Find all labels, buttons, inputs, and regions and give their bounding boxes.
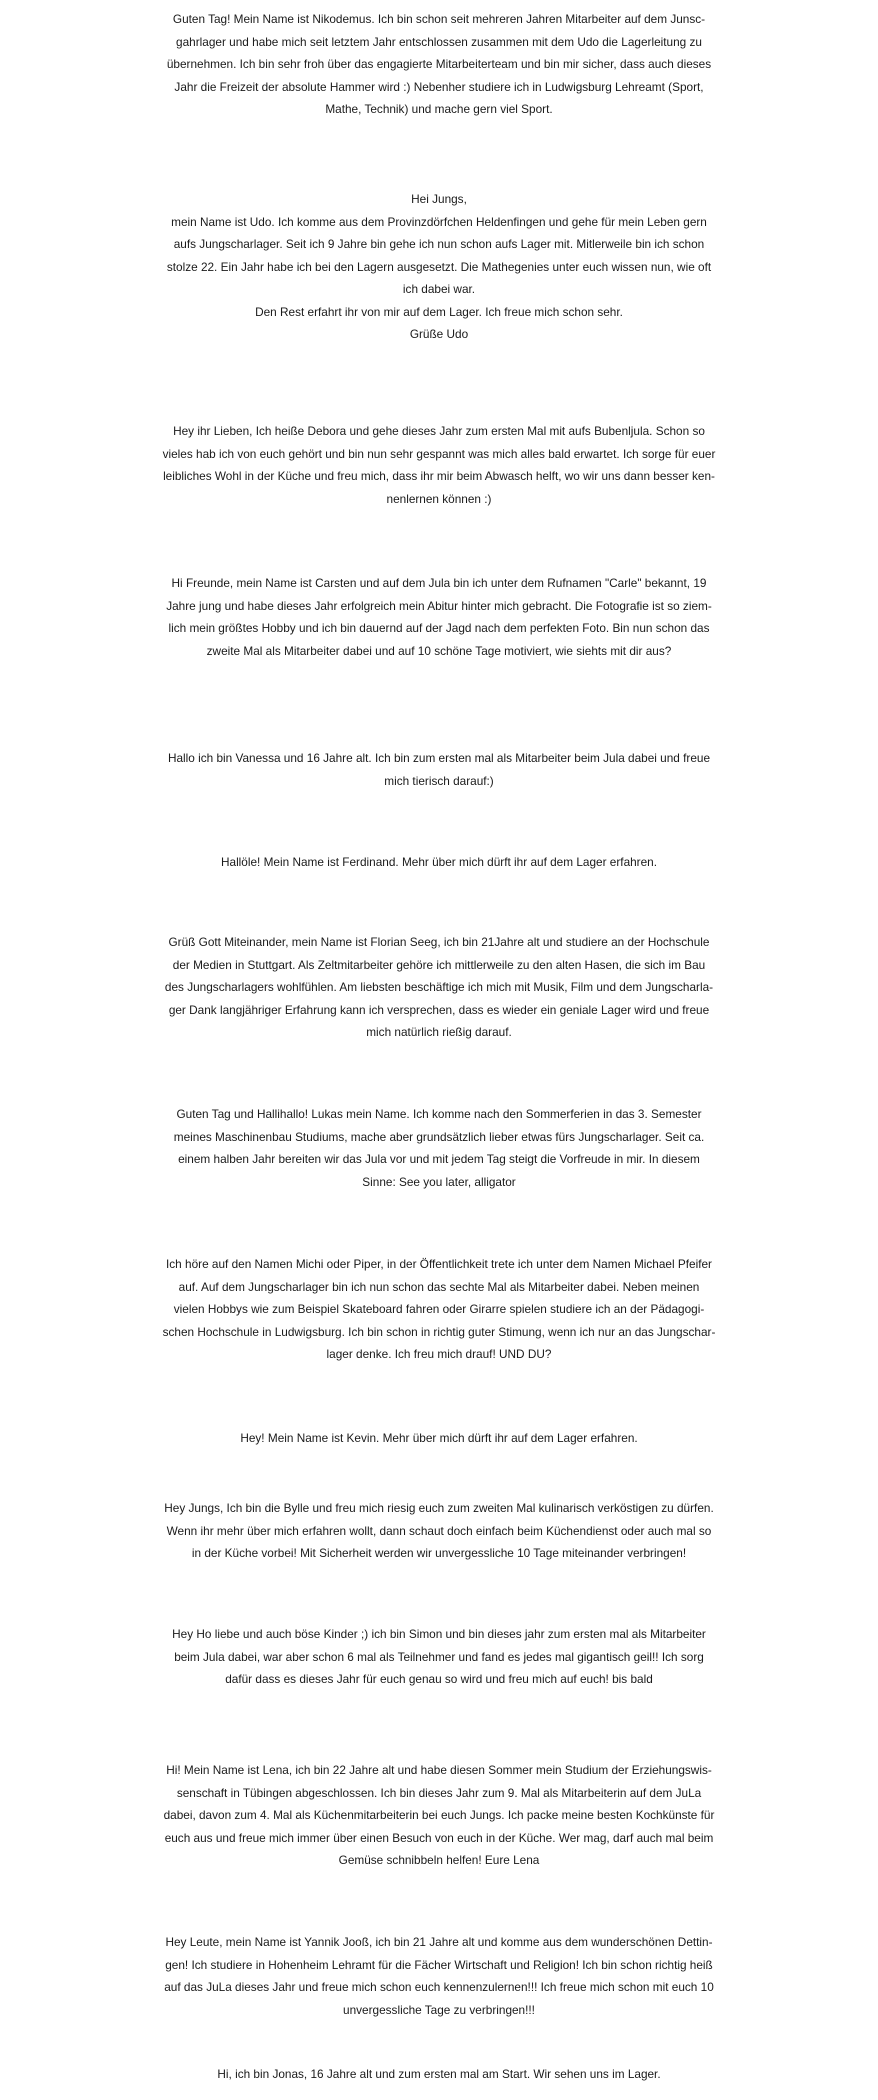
bio-line: vieles hab ich von euch gehört und bin nun sehr gespannt was mich alles bald erwartet. Ich sorge für euer [162, 446, 716, 461]
bio-line: nenlernen können :) [386, 491, 492, 506]
bio-jonas [0, 2063, 878, 2086]
bio-line: Hei Jungs, [411, 192, 467, 206]
bio-line: Hey! Mein Name ist Kevin. Mehr über mich dürft ihr auf dem Lager erfahren. [240, 1431, 638, 1445]
bio-line: Gemüse schnibbeln helfen! Eure Lena [338, 1853, 540, 1867]
bio-line: ich dabei war. [402, 282, 476, 296]
bio-line: Den Rest erfahrt ihr von mir auf dem Lager. Ich freue mich schon sehr. [255, 304, 623, 319]
bio-vanessa [0, 747, 878, 792]
bio-line: Jahre jung und habe dieses Jahr erfolgreich mein Abitur hinter mich gebracht. Die Fotografie ist so ziem- [166, 598, 712, 613]
bio-yannik [0, 1931, 878, 2021]
bio-line: Guten Tag! Mein Name ist Nikodemus. Ich bin schon seit mehreren Jahren Mitarbeiter auf dem Junsc- [172, 12, 706, 26]
bio-ferdinand [0, 851, 878, 874]
bio-line: Hi! Mein Name ist Lena, ich bin 22 Jahre alt und habe diesen Sommer mein Studium der Erziehungswis- [166, 1763, 712, 1777]
bio-line: Grüß Gott Miteinander, mein Name ist Florian Seeg, ich bin 21Jahre alt und studiere an der Hochschule [168, 935, 710, 949]
bio-line: aufs Jungscharlager. Seit ich 9 Jahre bin gehe ich nun schon aufs Lager mit. Mitlerweile bin ich schon [173, 237, 705, 251]
bio-line: auf das JuLa dieses Jahr und freue mich schon euch kennenzulernen!!! Ich freue mich schon mit euch 10 [164, 1980, 714, 1994]
bio-line: Hey Ho liebe und auch böse Kinder ;) ich bin Simon und bin dieses jahr zum ersten mal als Mitarbeiter [172, 1627, 706, 1641]
bio-line: gahrlager und habe mich seit letztem Jahr entschlossen zusammen mit dem Udo die Lagerleitung zu [176, 34, 702, 49]
bio-line: Hey ihr Lieben, Ich heiße Debora und gehe dieses Jahr zum ersten Mal mit aufs Bubenljula. Schon so [173, 424, 705, 438]
bio-line: auf. Auf dem Jungscharlager bin ich nun schon das sechte Mal als Mitarbeiter dabei. Neben meinen [178, 1279, 700, 1294]
bio-line: zweite Mal als Mitarbeiter dabei und auf 10 schöne Tage motiviert, wie siehts mit dir aus? [206, 643, 672, 658]
bio-line: mich tierisch darauf:) [384, 773, 494, 788]
bio-line: ger Dank langjähriger Erfahrung kann ich versprechen, dass es wieder ein geniale Lager wird und freue [168, 1002, 710, 1017]
bio-line: Hallo ich bin Vanessa und 16 Jahre alt. Ich bin zum ersten mal als Mitarbeiter beim Jula dabei und freue [167, 751, 711, 765]
bio-udo [0, 188, 878, 346]
bio-line: beim Jula dabei, war aber schon 6 mal als Teilnehmer und fand es jedes mal gigantisch geil!! Ich sorg [174, 1649, 704, 1664]
bio-line: Hi, ich bin Jonas, 16 Jahre alt und zum ersten mal am Start. Wir sehen uns im Lager. [217, 2067, 661, 2081]
bio-line: dafür dass es dieses Jahr für euch genau so wird und freu mich auf euch! bis bald [225, 1672, 653, 1686]
bio-line: Hallöle! Mein Name ist Ferdinand. Mehr über mich dürft ihr auf dem Lager erfahren. [220, 855, 658, 869]
bio-michi [0, 1253, 878, 1366]
bio-line: übernehmen. Ich bin sehr froh über das engagierte Mitarbeiterteam und bin mir sicher, dass auch dieses [166, 57, 712, 71]
bio-lukas [0, 1103, 878, 1193]
bio-carsten [0, 572, 878, 662]
bio-debora [0, 420, 878, 510]
bio-line: schen Hochschule in Ludwigsburg. Ich bin schon in richtig guter Stimung, wenn ich nur an das Jungschar- [162, 1324, 716, 1339]
bio-line: meines Maschinenbau Studiums, mache aber grundsätzlich lieber etwas fürs Jungscharlager. Seit ca. [173, 1129, 705, 1144]
bio-line: lager denke. Ich freu mich drauf! UND DU? [326, 1347, 552, 1361]
bio-line: gen! Ich studiere in Hohenheim Lehramt für die Fächer Wirtschaft und Religion! Ich bin schon richtig heiß [165, 1957, 713, 1972]
bio-line: des Jungscharlagers wohlfühlen. Am liebsten beschäftige ich mich mit Musik, Film und dem Jungscharla- [164, 980, 714, 994]
bio-line: Mathe, Technik) und mache gern viel Sport. [325, 102, 553, 116]
bio-line: Guten Tag und Hallihallo! Lukas mein Name. Ich komme nach den Sommerferien in das 3. Semester [176, 1107, 702, 1121]
bio-line: unvergessliche Tage zu verbringen!!! [343, 2002, 535, 2017]
bio-line: in der Küche vorbei! Mit Sicherheit werden wir unvergessliche 10 Tage miteinander verbringen! [191, 1546, 687, 1560]
bio-nikodemus [0, 8, 878, 121]
bio-kevin [0, 1427, 878, 1450]
bio-line: Grüße Udo [409, 327, 469, 341]
bio-line: Hey Leute, mein Name ist Yannik Jooß, ich bin 21 Jahre alt und komme aus dem wunderschönen Dettin- [165, 1935, 713, 1949]
bio-lena [0, 1759, 878, 1872]
bio-simon [0, 1623, 878, 1691]
bio-line: Hi Freunde, mein Name ist Carsten und auf dem Jula bin ich unter dem Rufnamen "Carle" bekannt, 19 [171, 576, 707, 590]
bio-line: stolze 22. Ein Jahr habe ich bei den Lagern ausgesetzt. Die Mathegenies unter euch wissen nun, wie oft [166, 259, 712, 274]
bio-line: Wenn ihr mehr über mich erfahren wollt, dann schaut doch einfach beim Küchendienst oder auch mal so [166, 1523, 712, 1538]
bio-line: einem halben Jahr bereiten wir das Jula vor und mit jedem Tag steigt die Vorfreude in mir. In diesem [178, 1152, 700, 1166]
bio-line: lich mein größtes Hobby und ich bin dauernd auf der Jagd nach dem perfekten Foto. Bin nun schon das [168, 621, 710, 635]
bio-bylle [0, 1497, 878, 1565]
bio-line: Sinne: See you later, alligator [362, 1174, 516, 1189]
bio-line: senschaft in Tübingen abgeschlossen. Ich bin dieses Jahr zum 9. Mal als Mitarbeiterin auf dem JuLa [176, 1785, 702, 1800]
bio-line: Ich höre auf den Namen Michi oder Piper, in der Öffentlichkeit trete ich unter dem Namen Michael Pfeifer [166, 1257, 712, 1271]
bio-line: euch aus und freue mich immer über einen Besuch von euch in der Küche. Wer mag, darf auch mal beim [164, 1830, 714, 1845]
bio-line: Jahr die Freizeit der absolute Hammer wird :) Nebenher studiere ich in Ludwigsburg Lehreamt (Sport, [174, 79, 704, 94]
bio-line: leibliches Wohl in der Küche und freu mich, dass ihr mir beim Abwasch helft, wo wir uns dann besser ken- [163, 469, 715, 483]
bio-line: mein Name ist Udo. Ich komme aus dem Provinzdörfchen Heldenfingen und gehe für mein Leben gern [171, 214, 707, 229]
bio-line: der Medien in Stuttgart. Als Zeltmitarbeiter gehöre ich mittlerweile zu den alten Hasen, die sich im Bau [172, 957, 706, 972]
bio-line: vielen Hobbys wie zum Beispiel Skateboard fahren oder Girarre spielen studiere ich an der Pädagogi- [173, 1302, 705, 1316]
bio-line: dabei, davon zum 4. Mal als Küchenmitarbeiterin bei euch Jungs. Ich packe meine besten Kochkünste für [163, 1808, 715, 1822]
bio-line: mich natürlich rießig darauf. [366, 1025, 512, 1039]
bio-line: Hey Jungs, Ich bin die Bylle und freu mich riesig euch zum zweiten Mal kulinarisch verköstigen zu dürfen. [164, 1501, 714, 1515]
bio-florian [0, 931, 878, 1044]
